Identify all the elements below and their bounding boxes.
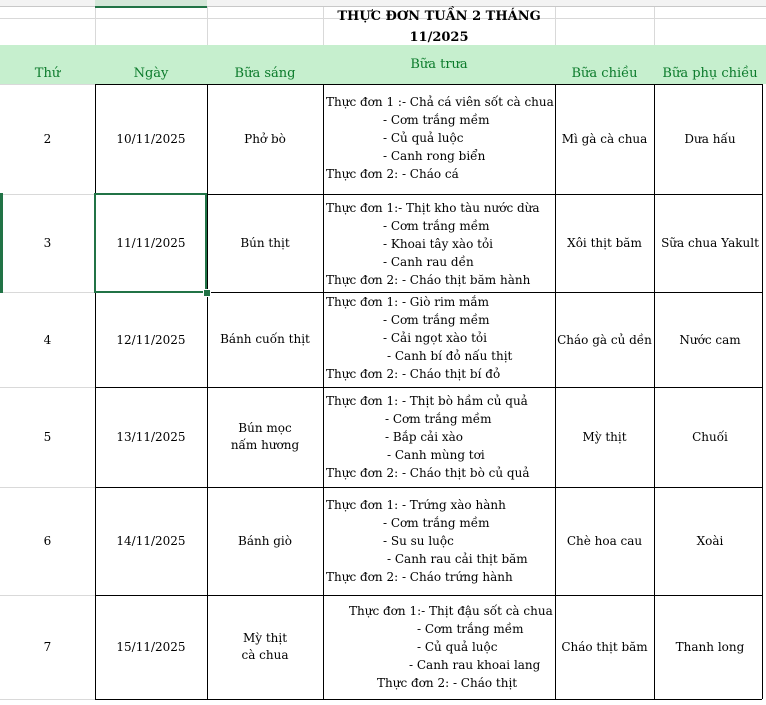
lunch-menu-line: - Củ quả luộc (383, 131, 464, 145)
cell-ngay[interactable]: 10/11/2025 (116, 132, 186, 146)
lunch-menu-line: Thực đơn 2: - Cháo cá (326, 167, 459, 181)
cell-bua-sang[interactable] (207, 487, 323, 595)
fill-handle[interactable] (203, 289, 211, 297)
cell-bua-chieu[interactable]: Cháo thịt băm (561, 640, 648, 654)
cell-bua-sang-line: nấm hương (230, 438, 300, 452)
lunch-menu-line: Thực đơn 1:- Thịt kho tàu nước dừa (326, 201, 540, 215)
cell-bua-sang-line: Phở bò (244, 131, 286, 146)
lunch-menu-line: Thực đơn 1 :- Chả cá viên sốt cà chua (326, 95, 554, 109)
cell-ngay[interactable]: 14/11/2025 (116, 534, 186, 548)
cell-bua-sang-line: Bánh cuốn thịt (220, 332, 310, 346)
cell-bua-trua[interactable] (323, 292, 555, 387)
lunch-menu-line: Thực đơn 2: - Cháo trứng hành (326, 570, 513, 584)
lunch-menu-line: Thực đơn 1: - Trứng xào hành (326, 498, 506, 512)
cell-ngay[interactable]: 15/11/2025 (116, 640, 186, 654)
column-header-selected[interactable] (95, 0, 207, 8)
cell-bua-trua[interactable] (323, 487, 555, 595)
cell-bua-chieu[interactable]: Mỳ thịt (582, 430, 627, 444)
lunch-menu-line: - Cơm trắng mềm (385, 412, 492, 426)
lunch-menu-line: - Cơm trắng mềm (383, 113, 490, 127)
cell-bua-sang[interactable] (207, 595, 323, 699)
cell-bua-phu-chieu[interactable]: Thanh long (675, 640, 745, 654)
cell-bua-sang-line: Bún thịt (240, 235, 290, 250)
lunch-menu-line: Thực đơn 1: - Thịt bò hầm củ quả (326, 394, 528, 408)
cell-thu[interactable]: 2 (43, 132, 52, 146)
cell-bua-sang-line: Bánh giò (238, 533, 292, 548)
cell-bua-chieu[interactable]: Xôi thịt băm (567, 236, 642, 250)
lunch-menu-line: - Cải ngọt xào tỏi (383, 331, 487, 345)
cell-bua-sang[interactable] (207, 84, 323, 194)
lunch-menu-line: - Cơm trắng mềm (417, 622, 524, 636)
header-bua-phu-chieu[interactable]: Bữa phụ chiều (662, 66, 758, 81)
cell-bua-chieu[interactable]: Cháo gà củ dền (557, 332, 652, 347)
cell-bua-trua[interactable] (323, 595, 555, 699)
lunch-menu-line: - Canh bí đỏ nấu thịt (387, 349, 513, 363)
cell-thu[interactable]: 3 (43, 236, 52, 250)
lunch-menu-line: - Canh mùng tơi (387, 448, 485, 462)
cell-bua-sang[interactable] (207, 292, 323, 387)
lunch-menu-line: - Cơm trắng mềm (383, 219, 490, 233)
cell-bua-phu-chieu[interactable]: Xoài (696, 534, 724, 548)
cell-bua-phu-chieu[interactable]: Nước cam (679, 332, 741, 347)
header-bua-trua[interactable]: Bữa trưa (410, 57, 468, 72)
lunch-menu-line: - Canh rau khoai lang (409, 658, 541, 672)
lunch-menu-line: Thực đơn 2: - Cháo thịt (377, 676, 518, 690)
cell-bua-phu-chieu[interactable]: Chuối (692, 430, 728, 444)
cell-bua-sang[interactable] (207, 387, 323, 487)
cell-thu[interactable]: 7 (43, 640, 52, 654)
selected-cell-outline (94, 193, 207, 293)
lunch-menu-line: - Su su luộc (383, 534, 454, 548)
gridline (0, 699, 95, 700)
cell-thu[interactable]: 5 (43, 430, 52, 444)
header-thu[interactable]: Thứ (34, 66, 61, 81)
lunch-menu-line: - Khoai tây xào tỏi (383, 237, 494, 251)
cell-ngay[interactable]: 12/11/2025 (116, 332, 186, 347)
sheet-title[interactable]: THỰC ĐƠN TUẦN 2 THÁNG 11/2025 (337, 9, 541, 45)
lunch-menu-line: - Canh rau dền (383, 255, 474, 269)
cell-bua-trua[interactable] (323, 387, 555, 487)
lunch-menu-line: - Bắp cải xào (385, 430, 464, 444)
lunch-menu-line: - Canh rong biển (383, 149, 486, 163)
cell-ngay[interactable]: 11/11/2025 (116, 236, 186, 250)
cell-bua-sang-line: Mỳ thịt (242, 631, 288, 645)
lunch-menu-line: Thực đơn 2: - Cháo thịt bò củ quả (326, 466, 530, 480)
lunch-menu-line: Thực đơn 1: - Giò rim mắm (326, 295, 489, 309)
lunch-menu-line: Thực đơn 2: - Cháo thịt bí đỏ (326, 367, 501, 381)
lunch-menu-line: Thực đơn 2: - Cháo thịt băm hành (326, 273, 531, 287)
cell-bua-trua[interactable] (323, 84, 555, 194)
lunch-menu-line: - Cơm trắng mềm (383, 516, 490, 530)
cell-bua-chieu[interactable]: Chè hoa cau (566, 534, 643, 548)
cell-thu[interactable]: 6 (43, 534, 52, 548)
header-ngay[interactable]: Ngày (133, 66, 169, 81)
cell-bua-sang-line: Bún mọc (238, 421, 292, 435)
header-bua-sang[interactable]: Bữa sáng (234, 66, 296, 81)
cell-bua-phu-chieu[interactable]: Dưa hấu (684, 132, 736, 146)
lunch-menu-line: Thực đơn 1:- Thịt đậu sốt cà chua (349, 604, 553, 618)
cell-bua-trua[interactable] (323, 194, 555, 292)
cell-bua-sang[interactable] (207, 194, 323, 292)
cell-bua-chieu[interactable]: Mì gà cà chua (561, 132, 648, 146)
cell-thu[interactable]: 4 (43, 332, 52, 347)
lunch-menu-line: - Củ quả luộc (417, 640, 498, 654)
cell-bua-sang-line: cà chua (241, 648, 289, 662)
row-header-selected[interactable] (0, 193, 3, 293)
cell-bua-phu-chieu[interactable]: Sữa chua Yakult (661, 236, 759, 250)
lunch-menu-line: - Cơm trắng mềm (383, 313, 490, 327)
cell-ngay[interactable]: 13/11/2025 (116, 430, 186, 444)
lunch-menu-line: - Canh rau cải thịt băm (387, 552, 528, 566)
cell-border (95, 699, 762, 700)
header-bua-chieu[interactable]: Bữa chiều (571, 66, 638, 81)
